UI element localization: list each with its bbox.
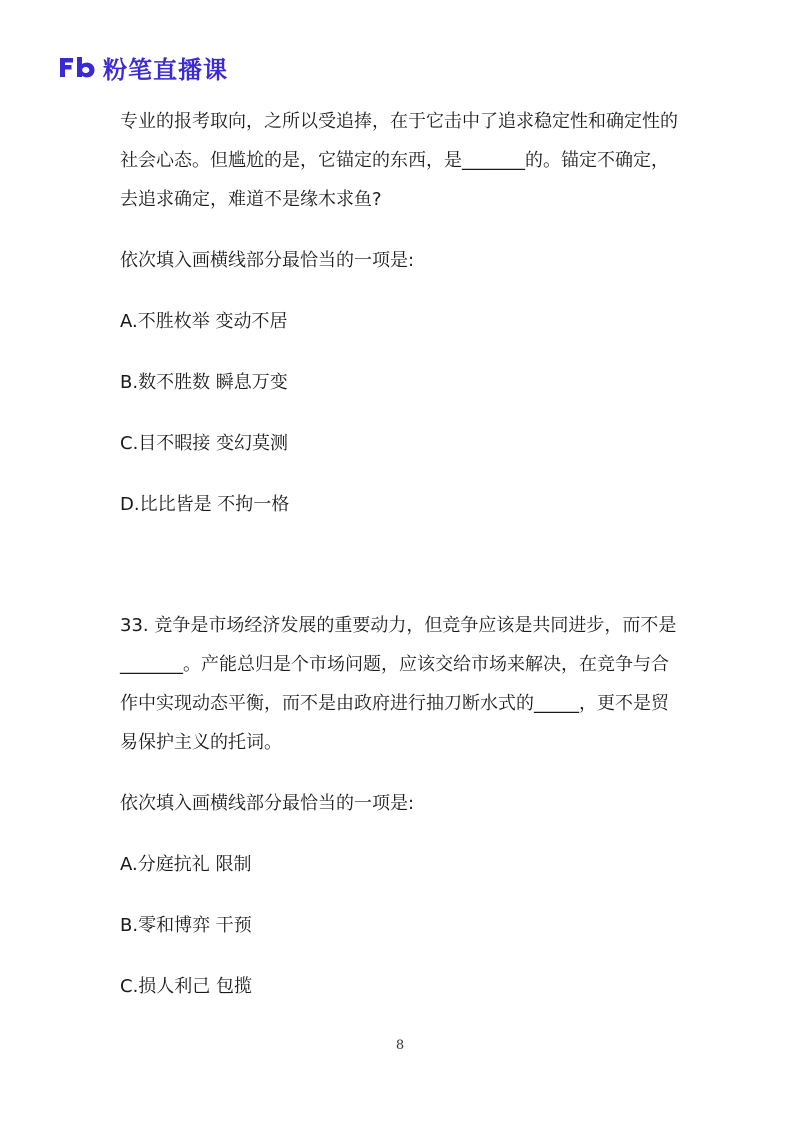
brand-header <box>57 52 228 82</box>
question-33-option-a: A.分庭抗礼 限制 <box>120 854 252 875</box>
option-c: C.目不暇接 变幻莫测 <box>120 433 289 454</box>
brand-name: 粉笔直播课 <box>103 55 228 84</box>
question-stem: 专业的报考取向，之所以受追捧，在于它击中了追求稳定性和确定性的社会心态。但尴尬的是，它锚定的东西，是_______的。锚定不确定，去追求确定，难道不是缘木求鱼? <box>120 111 678 210</box>
fenbi-logo-icon <box>57 54 97 80</box>
question-33-instruction: 依次填入画横线部分最恰当的一项是: <box>120 793 415 814</box>
option-a: A.不胜枚举 变动不居 <box>120 311 288 332</box>
question-33-stem: 33. 竞争是市场经济发展的重要动力，但竞争应该是共同进步，而不是_______。产能总归是个市场问题，应该交给市场来解决，在竞争与合作中实现动态平衡，而不是由政府进行抽刀断水式的_____，更不是贸易保护主义的托词。 <box>120 615 677 753</box>
page-number: 8 <box>395 1038 405 1053</box>
document-body <box>120 102 680 1006</box>
question-33-option-b: B.零和博弈 干预 <box>120 915 252 936</box>
question-instruction: 依次填入画横线部分最恰当的一项是: <box>120 250 415 271</box>
question-33-option-c: C.损人利己 包揽 <box>120 976 253 997</box>
option-d: D.比比皆是 不拘一格 <box>120 494 290 515</box>
option-b: B.数不胜数 瞬息万变 <box>120 372 288 393</box>
